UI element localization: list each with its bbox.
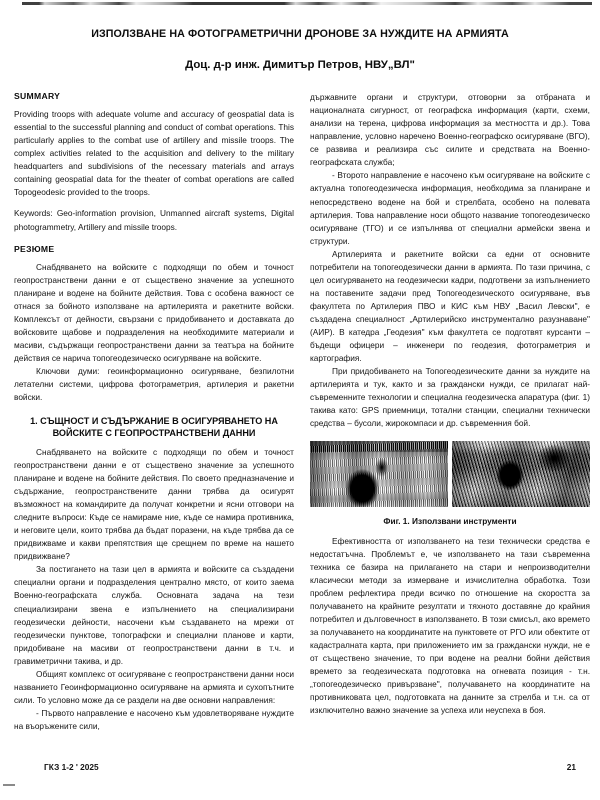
footer-issue: ГКЗ 1-2 ' 2025 xyxy=(44,762,99,772)
column-2-paragraph-2: - Второто направление е насочено към осигуряване на войските с актуална топогеодезическа информация, необходима за планиране и непосредствено водене на бой и стрелбата, особено на полевата артилерия. Това направление носи общото название топогеодезическо осигуряване (ТГО) и се изпълнява от специални армейски звена и структури. xyxy=(310,170,590,246)
author-line: Доц. д-р инж. Димитър Петров, НВУ„ВЛ" xyxy=(185,59,415,72)
summary-heading: SUMMARY xyxy=(14,91,61,102)
column-left xyxy=(14,91,294,732)
figure-1-caption: Фиг. 1. Използвани инструменти xyxy=(383,515,517,526)
figure-1-images xyxy=(310,441,590,507)
column-2-paragraph-5: Ефективността от използването на тези технически средства е недостатъчна. Проблемът е, че използването на тази съвременна техника се базира на прилагането на стари и непроизводителни класически методи за измерване и изчислителна обработка. Този проблем рефлектира преди всичко по отношение на скоростта за получаването на крайните резултати и тяхното доставяне до крайния потребител и дълговечност в използването. В този смисъл, ако времето за получаването на координатите на пунктовете от РГО или обектите от кадастралната карта, при приложението им за граждански нужди, не е от съществено значение, то при водене на реални бойни действия времето за геодезическата подготовка на огневата позиция - т.н. „топогеодезическо привързване", получаването на координатите на противниковата цел, подготовката на данните за стрелба и т.н. са от изключително важно значение за успеха или неуспеха в боя. xyxy=(310,535,590,715)
footer-page-number: 21 xyxy=(566,762,576,772)
keywords-en: Keywords: Geo-information provision, Unmanned aircraft systems, Digital photogrammetry, Artillery and missile troops. xyxy=(14,208,294,232)
resume-heading: РЕЗЮМЕ xyxy=(14,243,55,254)
column-right xyxy=(310,91,590,717)
surveyor-with-total-station-photo xyxy=(310,441,448,507)
column-2-paragraph-4: При придобиването на Топогеодезическите данни за нуждите на артилерията и тук, както и за граждански нужди, се прилагат най-съвременните технологии и специална геодезическа апаратура (фиг. 1) такива като: GPS приемници, тотални станции, специални технически средства – бусоли, жирокомпаси и др. съвременния бой. xyxy=(310,365,590,428)
column-2-paragraph-1: държавните органи и структури, отговорни за отбраната и националната сигурност, от географска информация (карти, схеми, анализи на терена, цифрова информация за местността и др.). Това направление, условно наречено Военно-географско осигуряване (ВГО), се развива и реализира със силите и средствата на Военно-географската служба; xyxy=(310,92,590,168)
section-1-paragraph-2: За постигането на тази цел в армията и войските са създадени специални органи и подразделения централно място, от които заема Военно-географската служба. Основната задача на тези специализирани звена е изпълнението на специализирани геодезически дейности, насочени към създаването на мрежи от геодезически пунктове, топографски и специални планове и карти, придобиване на масиви от геопространствени данни в т.ч. и гравиметрични такива, и др. xyxy=(14,564,294,666)
resume-paragraph: Снабдяването на войските с подходящи по обем и точност геопространствени данни е от съществено значение за успешното планиране и водене на бойните действия. Това с особена важност се отнася за бойното използване на артилерията и ракетните войски. Комплексът от дейности, свързани с придобиването и доставката до войсковите щабове и подразделения на необходимите материали и масиви, съдържащи геопространствени данни за театъра на бойните действия се нарича топогеодезическо осигуряване на войските. xyxy=(14,261,294,363)
section-1-paragraph-3: Общият комплекс от осигуряване с геопространствени данни носи названието Геоинформационно осигуряване на армията и сухопътните сили. То условно може да се раздели на две основни направления: xyxy=(14,668,294,705)
page-footer xyxy=(14,762,586,772)
two-column-body xyxy=(14,91,590,732)
figure-1 xyxy=(310,441,590,526)
section-1-paragraph-1: Снабдяването на войските с подходящи по обем и точност геопространствени данни е от съществено значение за успешното планиране и водене на бойните действия. По своето предназначение и съдържание, геопространствените данни трябва да осигурят възможност на командирите да получат конкретни и ясни отговори на следните въпроси: Къде се намираме ние, къде се намира противника, и неговите цели, които трябва да бъдат поразени, на къде трябва да се придвижваме и какви препятствия ще срещнем по време на нашето придвижване? xyxy=(14,447,294,562)
section-1-heading: 1. СЪЩНОСТ И СЪДЪРЖАНИЕ В ОСИГУРЯВАНЕТО НА ВОЙСКИТЕ С ГЕОПРОСТРАНСТВЕНИ ДАННИ xyxy=(30,415,278,438)
page-title: ИЗПОЛЗВАНЕ НА ФОТОГРАМЕТРИЧНИ ДРОНОВЕ ЗА НУЖДИТЕ НА АРМИЯТА xyxy=(91,28,509,40)
column-2-paragraph-3: Артилерията и ракетните войски са едни от основните потребители на топогеодезически данни в армията. По тази причина, с цел осигуряването на геодезически кадри, подготвени за изпълнението на поставените задачи пред Топогеодезическото осигуряване, във факултета по Артилерия ПВО и КИС към НВУ „Васил Левски", е създадена специалност „Артилерийско инструментално разузнаване" (АИР). В катедра „Геодезия" към факултета се подготвят курсанти – бъдещи офицери – инженери по геодезия, фотограметрия и картография. xyxy=(310,248,590,363)
summary-text: Providing troops with adequate volume and accuracy of geospatial data is essential to the successful planning and conduct of combat operations. This particularly applies to the combat use of artillery and missile troops. The complex activities related to the acquisition and delivery to the military headquarters and subdivisions of the necessary materials and arrays containing geospatial data for the theater of combat operations are called Topogeodesic provided to the troops. xyxy=(14,109,294,198)
section-1-paragraph-4: - Първото направление е насочено към удовлетворяване нуждите на въоръжените сили, xyxy=(14,707,294,731)
tripod-instrument-on-terrain-photo xyxy=(452,441,590,507)
resume-keywords: Ключови думи: геоинформационно осигуряване, безпилотни летателни системи, цифрова фотограметрия, артилерия и ракетни войски. xyxy=(14,365,294,402)
